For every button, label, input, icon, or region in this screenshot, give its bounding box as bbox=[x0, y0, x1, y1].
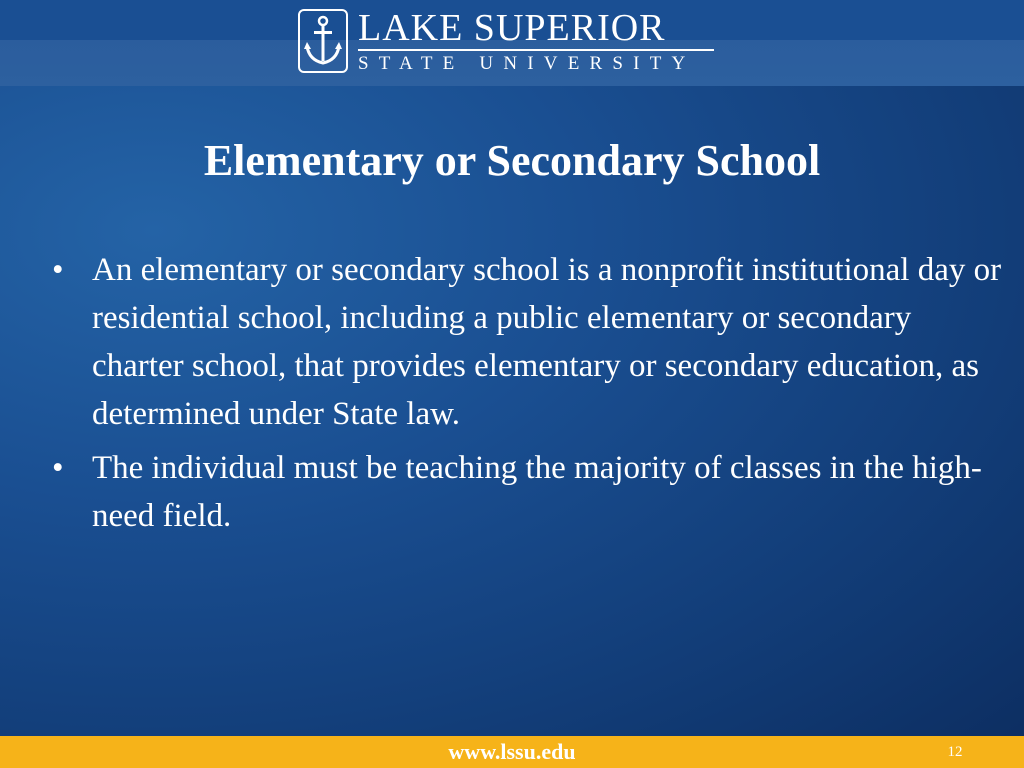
logo-emblem bbox=[298, 9, 348, 73]
website-link[interactable]: www.lssu.edu bbox=[448, 739, 576, 764]
slide-title: Elementary or Secondary School bbox=[203, 136, 821, 185]
bullet-text: The individual must be teaching the majority of classes in the high-need field. bbox=[92, 450, 982, 534]
bullet-text: An elementary or secondary school is a nonprofit institutional day or residential school, including a public elementary or secondary charter school, that provides elementary or secondary education, as determined under State law. bbox=[92, 252, 1002, 432]
bullet-marker: • bbox=[52, 450, 64, 486]
logo-wordmark bbox=[358, 6, 714, 74]
header-band bbox=[0, 0, 1024, 86]
page-number: 12 bbox=[947, 744, 963, 760]
footer-bar bbox=[0, 736, 1024, 768]
bullet-marker: • bbox=[52, 252, 64, 288]
logo-line-2: STATE UNIVERSITY bbox=[358, 52, 696, 74]
logo-divider bbox=[358, 49, 714, 51]
anchor-icon bbox=[303, 14, 343, 68]
logo-line-1: LAKE SUPERIOR bbox=[358, 6, 666, 49]
bullet-item bbox=[52, 246, 1002, 438]
bullet-item bbox=[52, 444, 1002, 540]
university-logo[interactable] bbox=[298, 6, 714, 76]
bullet-list bbox=[52, 246, 1002, 546]
